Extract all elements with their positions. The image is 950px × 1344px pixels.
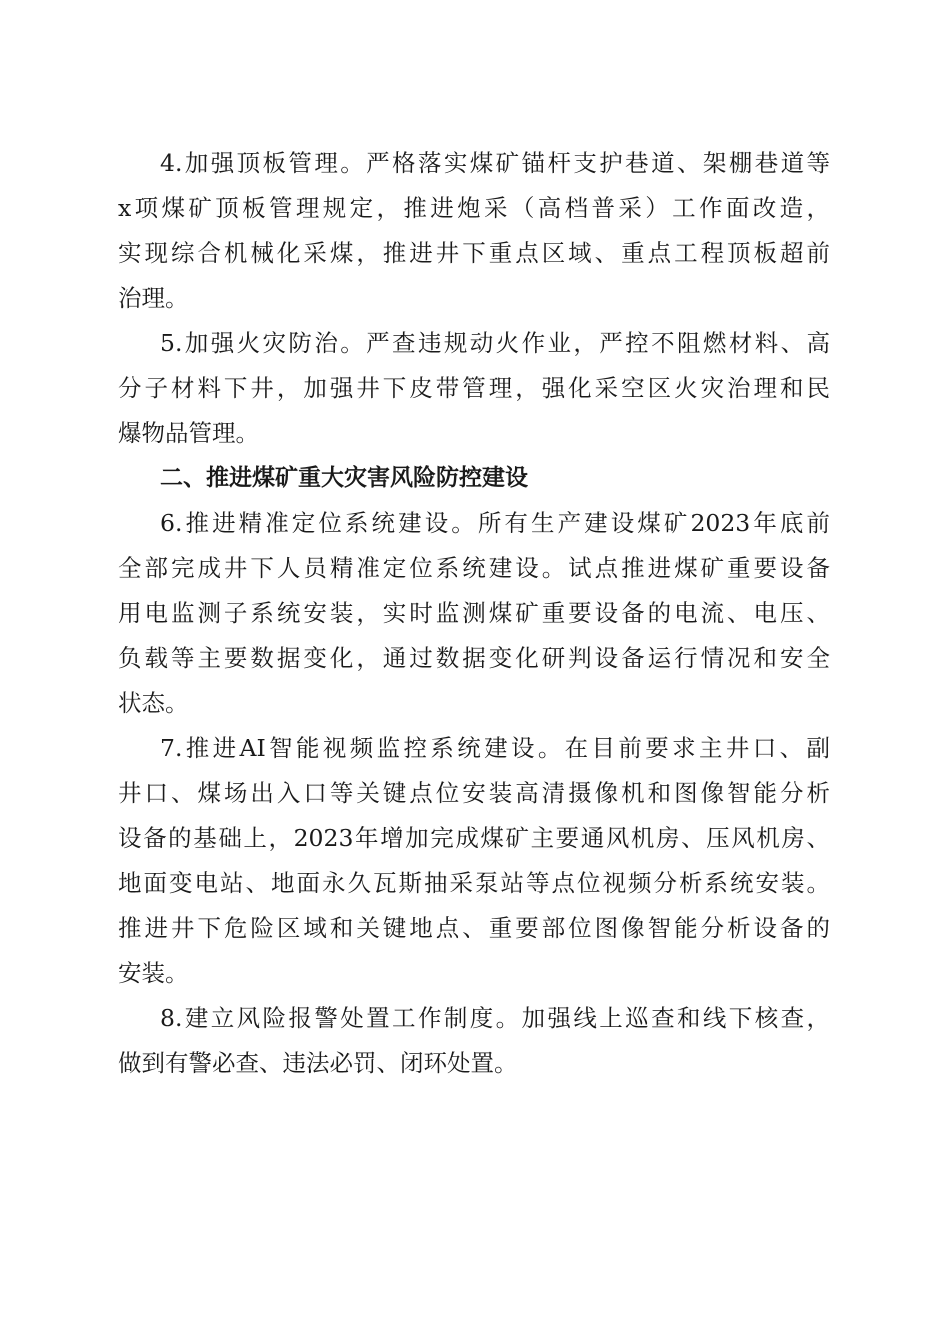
paragraph-7-line-1: 7.推进AI智能视频监控系统建设。在目前要求主井口、副 <box>160 734 830 762</box>
paragraph-5-line-2: 分子材料下井，加强井下皮带管理，强化采空区火灾治理和民 <box>118 374 830 402</box>
paragraph-7-line-3: 设备的基础上，2023年增加完成煤矿主要通风机房、压风机房、 <box>118 824 830 852</box>
paragraph-5-line-1: 5.加强火灾防治。严查违规动火作业，严控不阻燃材料、高 <box>160 329 830 357</box>
paragraph-7-line-5: 推进井下危险区域和关键地点、重要部位图像智能分析设备的 <box>118 914 830 942</box>
section-heading: 二、推进煤矿重大灾害风险防控建设 <box>160 465 528 491</box>
paragraph-4-line-2: x项煤矿顶板管理规定，推进炮采（高档普采）工作面改造， <box>118 194 830 222</box>
paragraph-7-line-4: 地面变电站、地面永久瓦斯抽采泵站等点位视频分析系统安装。 <box>118 869 830 897</box>
paragraph-6-line-1: 6.推进精准定位系统建设。所有生产建设煤矿2023年底前 <box>160 509 830 537</box>
paragraph-7-line-2: 井口、煤场出入口等关键点位安装高清摄像机和图像智能分析 <box>118 779 830 807</box>
paragraph-4-line-3: 实现综合机械化采煤，推进井下重点区域、重点工程顶板超前 <box>118 239 830 267</box>
paragraph-6-line-4: 负载等主要数据变化，通过数据变化研判设备运行情况和安全 <box>118 644 830 672</box>
paragraph-8-line-1: 8.建立风险报警处置工作制度。加强线上巡查和线下核查， <box>160 1004 830 1032</box>
paragraph-6-line-2: 全部完成井下人员精准定位系统建设。试点推进煤矿重要设备 <box>118 554 830 582</box>
paragraph-6-line-5: 状态。 <box>118 689 189 717</box>
paragraph-4-line-1: 4.加强顶板管理。严格落实煤矿锚杆支护巷道、架棚巷道等 <box>160 149 830 177</box>
paragraph-4-line-4: 治理。 <box>118 284 189 312</box>
paragraph-7-line-6: 安装。 <box>118 959 189 987</box>
paragraph-5-line-3: 爆物品管理。 <box>118 419 259 447</box>
paragraph-6-line-3: 用电监测子系统安装，实时监测煤矿重要设备的电流、电压、 <box>118 599 830 627</box>
paragraph-8-line-2: 做到有警必查、违法必罚、闭环处置。 <box>118 1049 518 1077</box>
